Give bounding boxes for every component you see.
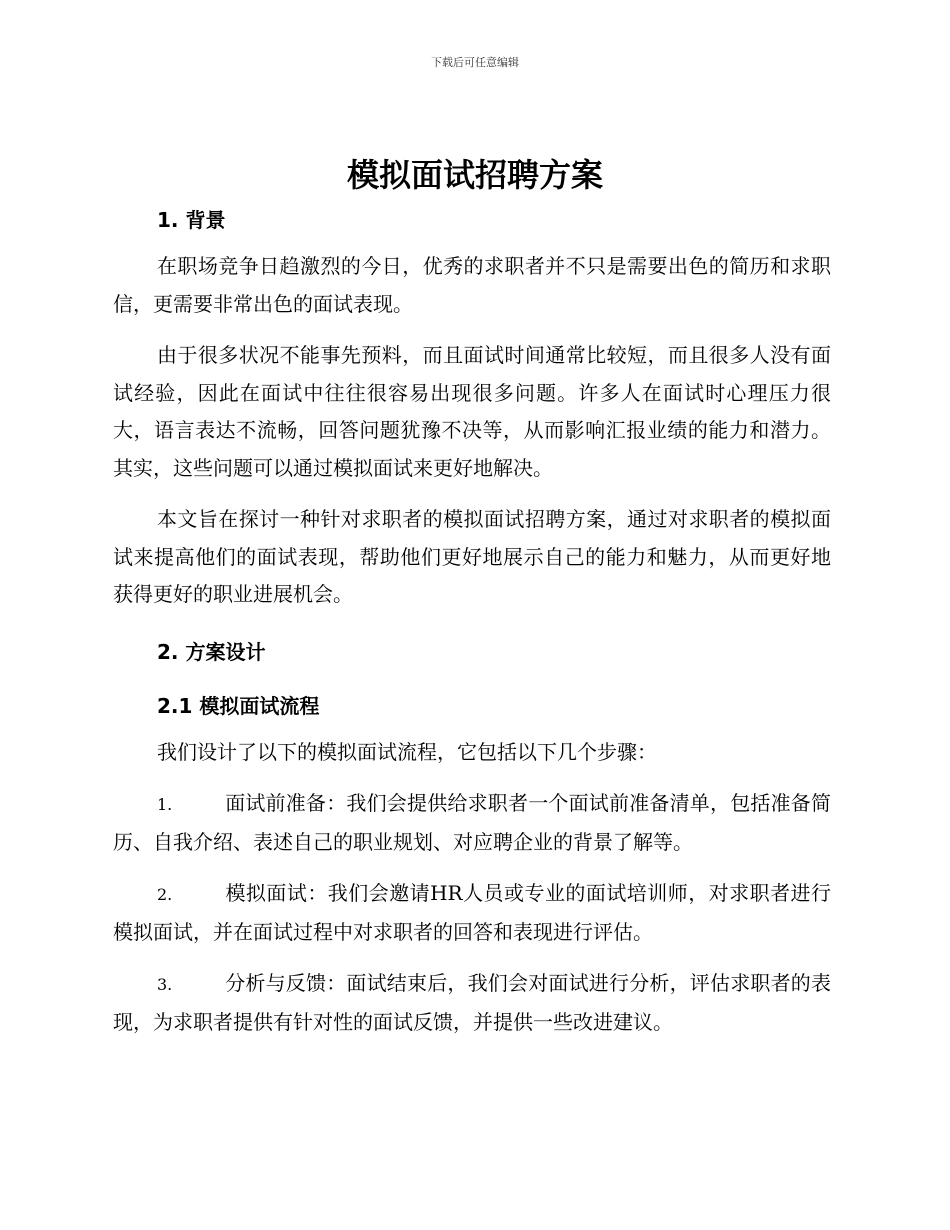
list-item [113,785,831,861]
list-item-number: 3. [157,975,173,994]
list-item-text: 模拟面试：我们会邀请HR人员或专业的面试培训师，对求职者进行模拟面试，并在面试过程中对求职者的回答和表现进行评估。 [113,881,831,944]
list-item-text: 分析与反馈：面试结束后，我们会对面试进行分析，评估求职者的表现，为求职者提供有针对性的面试反馈，并提供一些改进建议。 [113,971,831,1034]
list-item-number: 1. [157,795,173,814]
list-item-number: 2. [157,885,173,904]
subsection-heading-process: 2.1 模拟面试流程 [157,693,320,718]
paragraph: 我们设计了以下的模拟面试流程，它包括以下几个步骤： [157,739,657,764]
paragraph: 本文旨在探讨一种针对求职者的模拟面试招聘方案，通过对求职者的模拟面试来提高他们的面试表现，帮助他们更好地展示自己的能力和魅力，从而更好地获得更好的职业进展机会。 [113,507,831,606]
list-item-text: 面试前准备：我们会提供给求职者一个面试前准备清单，包括准备简历、自我介绍、表述自己的职业规划、对应聘企业的背景了解等。 [113,791,831,854]
document-body [113,204,831,1041]
paragraph: 在职场竞争日趋激烈的今日，优秀的求职者并不只是需要出色的简历和求职信，更需要非常出色的面试表现。 [113,254,831,316]
page-header-note: 下载后可任意编辑 [431,56,519,69]
section-heading-background: 1. 背景 [157,208,226,232]
document-title: 模拟面试招聘方案 [346,156,603,194]
list-item [113,965,831,1041]
section-heading-design: 2. 方案设计 [157,639,266,664]
list-item [113,875,831,951]
paragraph: 由于很多状况不能事先预料，而且面试时间通常比较短，而且很多人没有面试经验，因此在面试中往往很容易出现很多问题。许多人在面试时心理压力很大，语言表达不流畅，回答问题犹豫不决等，从而影响汇报业绩的能力和潜力。其实，这些问题可以通过模拟面试来更好地解决。 [113,343,831,480]
